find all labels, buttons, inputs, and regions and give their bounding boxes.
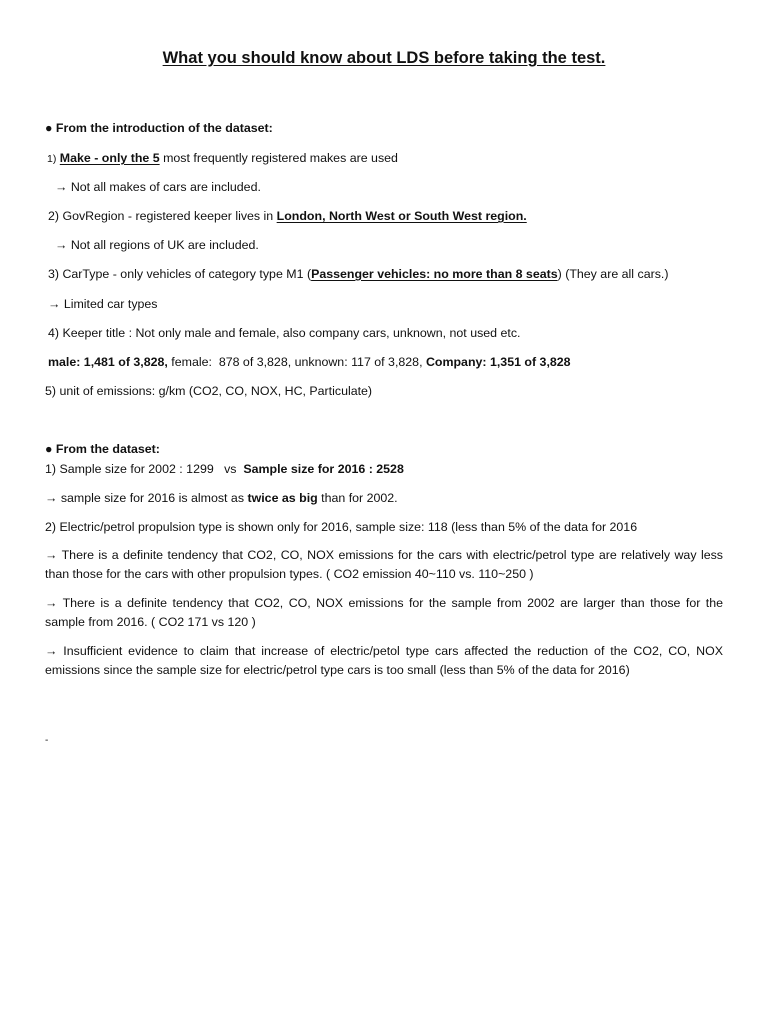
intro-item-4-stats [48,354,571,370]
dataset-item-1-bold: Sample size for 2016 : 2528 [243,462,404,476]
section-heading-intro: ● From the introduction of the dataset: [45,121,273,135]
stats-company: Company: 1,351 of 3,828 [425,355,571,369]
page-title: What you should know about LDS before taking the test. [162,49,606,67]
dataset-item-2-note-3: → Insufficient evidence to claim that increase of electric/petol type cars affected the reduction of the CO2, CO, NOX emissions since the sample size for electric/petrol type cars is too small (less than 5% of the data for 2016) [45,644,723,677]
section-heading-dataset: ● From the dataset: [45,442,160,456]
dataset-item-1-note [45,490,398,506]
intro-item-1-rest: most frequently registered makes are used [159,151,398,165]
intro-item-3-note: → Limited car types [48,297,158,311]
stats-male: male: 1,481 of 3,828, [48,355,168,369]
intro-item-3-text: 3) CarType - only vehicles of category type M1 ( [48,267,312,281]
intro-item-1-bold: Make - only the 5 [59,151,160,165]
dataset-item-2-note-2: → There is a definite tendency that CO2, CO, NOX emissions for the sample from 2002 are larger than those for the sample from 2016. ( CO2 171 vs 120 ) [45,596,723,629]
dataset-item-1 [45,461,404,477]
dataset-item-1-note-pre: → sample size for 2016 is almost as [45,491,248,505]
intro-item-3 [48,266,668,282]
intro-item-5: 5) unit of emissions: g/km (CO2, CO, NOX, HC, Particulate) [45,384,373,398]
dataset-item-2: 2) Electric/petrol propulsion type is shown only for 2016, sample size: 118 (less than 5% of the data for 2016 [45,520,638,534]
trailing-mark: - [45,735,49,746]
intro-item-2 [48,208,527,224]
intro-item-1 [47,150,398,167]
stats-middle: female: 878 of 3,828, unknown: 117 of 3,828, [167,355,426,369]
intro-item-3-rest: ) (They are all cars.) [557,267,669,281]
dataset-item-1-text: 1) Sample size for 2002 : 1299 vs [45,462,244,476]
dataset-item-1-note-bold: twice as big [247,491,318,505]
dataset-item-1-note-post: than for 2002. [317,491,398,505]
intro-item-1-note: → Not all makes of cars are included. [55,180,261,194]
dataset-item-2-note-1: → There is a definite tendency that CO2, CO, NOX emissions for the cars with electric/petrol type are relatively way less than those for the cars with other propulsion types. ( CO2 emission 40~110 vs. 110~250 ) [45,548,723,581]
intro-item-2-bold: London, North West or South West region. [276,209,527,223]
intro-item-3-bold: Passenger vehicles: no more than 8 seats [311,267,558,281]
intro-item-2-text: 2) GovRegion - registered keeper lives in [48,209,277,223]
intro-item-4: 4) Keeper title : Not only male and female, also company cars, unknown, not used etc. [48,326,521,340]
intro-item-2-note: → Not all regions of UK are included. [55,238,259,252]
intro-item-1-number: 1) [47,153,57,165]
